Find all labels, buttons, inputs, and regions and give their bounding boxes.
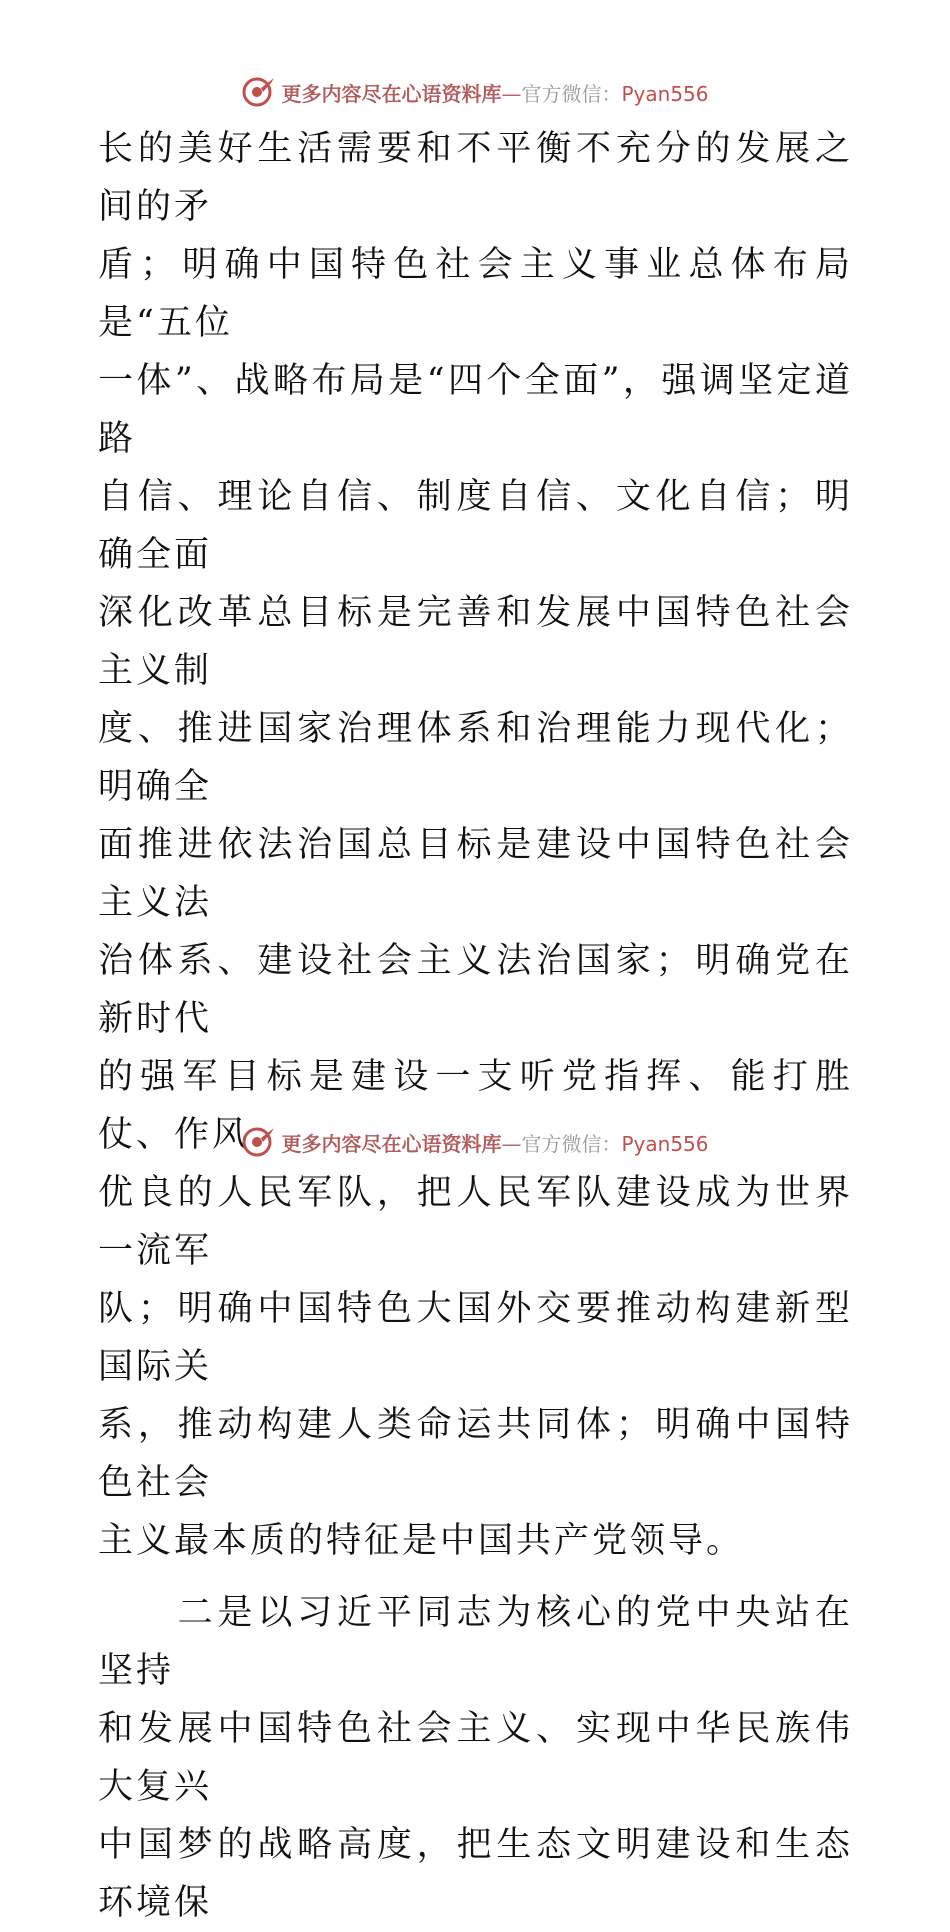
pen-logo-icon bbox=[241, 74, 277, 110]
pen-logo-icon bbox=[241, 1124, 277, 1160]
header-text bbox=[281, 78, 708, 107]
footer-wechat-label: 官方微信： bbox=[521, 1131, 622, 1156]
header-wechat-id: Pyan556 bbox=[621, 81, 709, 106]
header-wechat-label: 官方微信： bbox=[521, 81, 622, 106]
footer-brand: 更多内容尽在心语资料库 bbox=[281, 1131, 502, 1156]
header-separator: — bbox=[501, 81, 522, 106]
paragraph-1: 长的美好生活需要和不平衡不充分的发展之间的矛 盾；明确中国特色社会主义事业总体布局是“五位 一体”、战略布局是“四个全面”，强调坚定道路 自信、理论自信、制度自信、文化自信；明确全面 深化改革总目标是完善和发展中国特色社会主义制 度、推进国家治理体系和治理能力现代化；明确全 面推进依法治国总目标是建设中国特色社会主义法 治体系、建设社会主义法治国家；明确党在新时代 的强军目标是建设一支听党指挥、能打胜仗、作风 优良的人民军队，把人民军队建设成为世界一流军 队；明确中国特色大国外交要推动构建新型国际关 系，推动构建人类命运共同体；明确中国特色社会 主义最本质的特征是中国共产党领导。 bbox=[98, 129, 853, 1561]
footer-text bbox=[281, 1128, 708, 1157]
footer-wechat-id: Pyan556 bbox=[621, 1131, 709, 1156]
paragraph-2: 二是以习近平同志为核心的党中央站在坚持 和发展中国特色社会主义、实现中华民族伟大复兴 中国梦的战略高度，把生态文明建设和生态环境保 bbox=[98, 1593, 853, 1923]
footer-banner bbox=[0, 1122, 950, 1162]
document-body bbox=[98, 120, 853, 1932]
footer-separator: — bbox=[501, 1131, 522, 1156]
header-banner bbox=[0, 72, 950, 112]
header-brand: 更多内容尽在心语资料库 bbox=[281, 81, 502, 106]
